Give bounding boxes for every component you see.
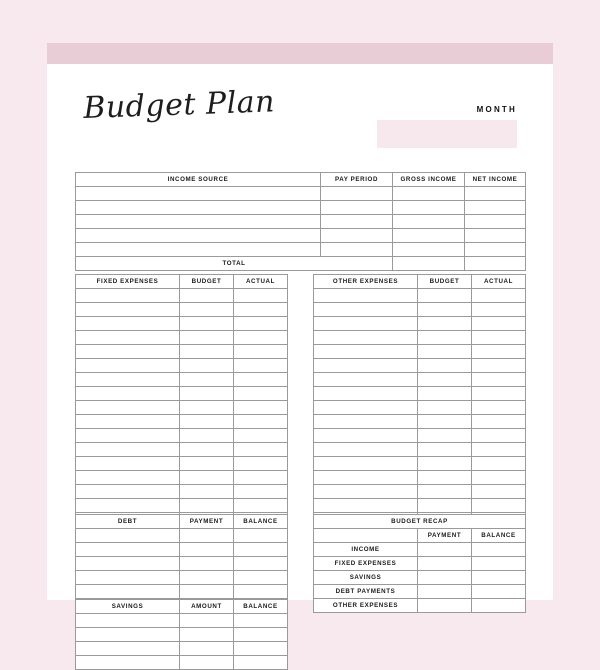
cell-amount[interactable] (180, 628, 234, 642)
cell-pay-period[interactable] (321, 201, 393, 215)
cell-actual[interactable] (472, 485, 526, 499)
cell-savings-name[interactable] (76, 656, 180, 670)
cell-savings-name[interactable] (76, 642, 180, 656)
table-row (76, 229, 526, 243)
cell-balance[interactable] (234, 557, 288, 571)
table-row (314, 457, 526, 471)
cell-budget[interactable] (180, 303, 234, 317)
budget-recap-table (313, 514, 526, 613)
cell-budget[interactable] (418, 359, 472, 373)
cell-expense-name[interactable] (314, 345, 418, 359)
cell-expense-name[interactable] (314, 303, 418, 317)
other-expenses-table (313, 274, 526, 527)
table-row (76, 345, 288, 359)
cell-actual[interactable] (234, 443, 288, 457)
table-row (76, 359, 288, 373)
cell-balance[interactable] (234, 614, 288, 628)
column-header-empty (314, 529, 418, 543)
table-row (76, 201, 526, 215)
table-row (76, 499, 288, 513)
cell-payment[interactable] (180, 557, 234, 571)
cell-net-income[interactable] (465, 215, 526, 229)
table-row (76, 557, 288, 571)
cell-debt-name[interactable] (76, 529, 180, 543)
column-header-pay-period: PAY PERIOD (321, 173, 393, 187)
income-total-row (76, 257, 526, 271)
cell-actual[interactable] (472, 387, 526, 401)
cell-actual[interactable] (472, 345, 526, 359)
fixed-expenses-table (75, 274, 288, 527)
cell-budget[interactable] (418, 415, 472, 429)
cell-actual[interactable] (234, 289, 288, 303)
cell-actual[interactable] (472, 499, 526, 513)
cell-balance[interactable] (234, 656, 288, 670)
table-row (76, 614, 288, 628)
cell-expense-name[interactable] (76, 317, 180, 331)
cell-budget[interactable] (418, 345, 472, 359)
cell-budget[interactable] (418, 429, 472, 443)
table-row (314, 387, 526, 401)
cell-balance[interactable] (234, 571, 288, 585)
cell-actual[interactable] (472, 457, 526, 471)
cell-balance[interactable] (234, 628, 288, 642)
column-header-savings: SAVINGS (76, 600, 180, 614)
cell-actual[interactable] (234, 303, 288, 317)
cell-budget[interactable] (180, 387, 234, 401)
cell-expense-name[interactable] (76, 499, 180, 513)
cell-balance[interactable] (472, 557, 526, 571)
cell-net-income[interactable] (465, 243, 526, 257)
savings-table (75, 599, 288, 670)
cell-budget[interactable] (180, 373, 234, 387)
debt-table-body (76, 529, 288, 599)
table-row (76, 373, 288, 387)
table-header-row (314, 275, 526, 289)
cell-balance[interactable] (234, 543, 288, 557)
table-row (314, 373, 526, 387)
cell-expense-name[interactable] (76, 345, 180, 359)
table-row (314, 485, 526, 499)
table-row (314, 359, 526, 373)
cell-actual[interactable] (472, 317, 526, 331)
column-header-net-income: NET INCOME (465, 173, 526, 187)
cell-expense-name[interactable] (314, 415, 418, 429)
cell-gross-income[interactable] (393, 201, 465, 215)
cell-budget[interactable] (180, 443, 234, 457)
cell-actual[interactable] (472, 289, 526, 303)
cell-savings-name[interactable] (76, 614, 180, 628)
cell-budget[interactable] (418, 443, 472, 457)
savings-table-body (76, 614, 288, 670)
cell-debt-name[interactable] (76, 571, 180, 585)
column-header-amount: AMOUNT (180, 600, 234, 614)
cell-expense-name[interactable] (76, 415, 180, 429)
table-row (76, 485, 288, 499)
recap-row-label: FIXED EXPENSES (314, 557, 418, 571)
table-header-row (76, 173, 526, 187)
table-row (76, 215, 526, 229)
table-header-row (76, 275, 288, 289)
cell-budget[interactable] (180, 345, 234, 359)
table-row (76, 387, 288, 401)
cell-amount[interactable] (180, 642, 234, 656)
cell-budget[interactable] (180, 499, 234, 513)
cell-budget[interactable] (180, 289, 234, 303)
cell-payment[interactable] (180, 529, 234, 543)
cell-income-source[interactable] (76, 201, 321, 215)
table-row (76, 543, 288, 557)
cell-budget[interactable] (418, 331, 472, 345)
cell-payment[interactable] (180, 585, 234, 599)
cell-actual[interactable] (472, 331, 526, 345)
cell-total-net-income[interactable] (465, 257, 526, 271)
cell-expense-name[interactable] (314, 443, 418, 457)
cell-payment[interactable] (418, 543, 472, 557)
month-input[interactable] (377, 120, 517, 148)
cell-budget[interactable] (180, 331, 234, 345)
cell-gross-income[interactable] (393, 229, 465, 243)
cell-expense-name[interactable] (314, 471, 418, 485)
table-row (314, 599, 526, 613)
worksheet (47, 64, 553, 610)
cell-budget[interactable] (180, 429, 234, 443)
income-table (75, 172, 526, 271)
cell-expense-name[interactable] (314, 331, 418, 345)
recap-row-label: INCOME (314, 543, 418, 557)
cell-income-source[interactable] (76, 187, 321, 201)
cell-actual[interactable] (472, 471, 526, 485)
cell-expense-name[interactable] (76, 429, 180, 443)
cell-budget[interactable] (418, 457, 472, 471)
cell-expense-name[interactable] (314, 359, 418, 373)
cell-net-income[interactable] (465, 187, 526, 201)
cell-expense-name[interactable] (76, 457, 180, 471)
cell-budget[interactable] (180, 471, 234, 485)
budget-recap-table-body (314, 543, 526, 613)
table-row (76, 303, 288, 317)
table-row (314, 571, 526, 585)
cell-balance[interactable] (472, 585, 526, 599)
cell-expense-name[interactable] (76, 359, 180, 373)
recap-row-label: DEBT PAYMENTS (314, 585, 418, 599)
cell-expense-name[interactable] (314, 457, 418, 471)
cell-actual[interactable] (472, 373, 526, 387)
cell-net-income[interactable] (465, 229, 526, 243)
cell-pay-period[interactable] (321, 243, 393, 257)
cell-payment[interactable] (180, 543, 234, 557)
cell-expense-name[interactable] (76, 289, 180, 303)
cell-expense-name[interactable] (76, 471, 180, 485)
table-row (76, 443, 288, 457)
table-header-row (76, 600, 288, 614)
table-row (314, 429, 526, 443)
budget-recap-title: BUDGET RECAP (314, 515, 526, 529)
header-band (47, 43, 553, 64)
table-row (314, 317, 526, 331)
cell-income-source[interactable] (76, 243, 321, 257)
table-row (314, 331, 526, 345)
cell-total-gross-income[interactable] (393, 257, 465, 271)
cell-balance[interactable] (472, 543, 526, 557)
column-header-balance: BALANCE (472, 529, 526, 543)
cell-actual[interactable] (234, 373, 288, 387)
cell-expense-name[interactable] (76, 303, 180, 317)
column-header-fixed-expenses: FIXED EXPENSES (76, 275, 180, 289)
table-row (314, 471, 526, 485)
cell-actual[interactable] (234, 317, 288, 331)
table-row (76, 187, 526, 201)
cell-balance[interactable] (234, 529, 288, 543)
cell-income-source[interactable] (76, 215, 321, 229)
column-header-debt: DEBT (76, 515, 180, 529)
total-label: TOTAL (76, 257, 393, 271)
table-row (314, 415, 526, 429)
table-row (76, 471, 288, 485)
cell-expense-name[interactable] (314, 429, 418, 443)
cell-debt-name[interactable] (76, 543, 180, 557)
cell-payment[interactable] (418, 599, 472, 613)
cell-actual[interactable] (234, 471, 288, 485)
table-row (76, 656, 288, 670)
table-row (76, 429, 288, 443)
cell-actual[interactable] (472, 429, 526, 443)
cell-budget[interactable] (180, 401, 234, 415)
table-row (76, 571, 288, 585)
cell-expense-name[interactable] (76, 443, 180, 457)
table-row (314, 401, 526, 415)
cell-actual[interactable] (472, 401, 526, 415)
month-label: MONTH (476, 105, 517, 114)
cell-budget[interactable] (418, 303, 472, 317)
cell-net-income[interactable] (465, 201, 526, 215)
table-row (314, 499, 526, 513)
cell-actual[interactable] (234, 415, 288, 429)
table-header-row (76, 515, 288, 529)
cell-gross-income[interactable] (393, 187, 465, 201)
recap-row-label: SAVINGS (314, 571, 418, 585)
cell-actual[interactable] (234, 485, 288, 499)
cell-expense-name[interactable] (314, 317, 418, 331)
table-row (314, 345, 526, 359)
cell-debt-name[interactable] (76, 557, 180, 571)
budget-plan-page (47, 43, 553, 610)
cell-amount[interactable] (180, 614, 234, 628)
cell-actual[interactable] (472, 415, 526, 429)
table-row (76, 317, 288, 331)
cell-pay-period[interactable] (321, 229, 393, 243)
cell-budget[interactable] (418, 471, 472, 485)
table-row (76, 585, 288, 599)
cell-expense-name[interactable] (76, 387, 180, 401)
table-row (76, 457, 288, 471)
income-table-body (76, 187, 526, 271)
cell-expense-name[interactable] (314, 289, 418, 303)
cell-payment[interactable] (418, 571, 472, 585)
fixed-expenses-table-body (76, 289, 288, 527)
cell-actual[interactable] (234, 429, 288, 443)
cell-budget[interactable] (418, 387, 472, 401)
cell-actual[interactable] (234, 457, 288, 471)
cell-debt-name[interactable] (76, 585, 180, 599)
table-row (76, 401, 288, 415)
table-row (76, 628, 288, 642)
cell-balance[interactable] (234, 585, 288, 599)
cell-budget[interactable] (180, 415, 234, 429)
column-header-actual: ACTUAL (234, 275, 288, 289)
cell-gross-income[interactable] (393, 215, 465, 229)
column-header-gross-income: GROSS INCOME (393, 173, 465, 187)
table-row (76, 415, 288, 429)
column-header-budget: BUDGET (180, 275, 234, 289)
cell-income-source[interactable] (76, 229, 321, 243)
table-row (314, 543, 526, 557)
cell-budget[interactable] (418, 373, 472, 387)
table-row (314, 443, 526, 457)
cell-actual[interactable] (234, 359, 288, 373)
cell-actual[interactable] (234, 345, 288, 359)
recap-title-row (314, 515, 526, 529)
table-row (76, 331, 288, 345)
cell-balance[interactable] (234, 642, 288, 656)
cell-expense-name[interactable] (76, 485, 180, 499)
cell-actual[interactable] (234, 331, 288, 345)
table-row (76, 529, 288, 543)
cell-actual[interactable] (472, 359, 526, 373)
cell-payment[interactable] (418, 557, 472, 571)
cell-actual[interactable] (472, 443, 526, 457)
cell-budget[interactable] (180, 485, 234, 499)
table-header-row (314, 529, 526, 543)
table-row (314, 557, 526, 571)
cell-balance[interactable] (472, 599, 526, 613)
cell-expense-name[interactable] (76, 401, 180, 415)
cell-pay-period[interactable] (321, 187, 393, 201)
cell-budget[interactable] (418, 289, 472, 303)
cell-expense-name[interactable] (314, 499, 418, 513)
column-header-other-expenses: OTHER EXPENSES (314, 275, 418, 289)
cell-expense-name[interactable] (314, 485, 418, 499)
column-header-payment: PAYMENT (418, 529, 472, 543)
column-header-budget: BUDGET (418, 275, 472, 289)
cell-expense-name[interactable] (314, 373, 418, 387)
cell-expense-name[interactable] (76, 331, 180, 345)
column-header-balance: BALANCE (234, 600, 288, 614)
recap-row-label: OTHER EXPENSES (314, 599, 418, 613)
cell-expense-name[interactable] (314, 401, 418, 415)
cell-actual[interactable] (472, 303, 526, 317)
other-expenses-table-body (314, 289, 526, 527)
column-header-payment: PAYMENT (180, 515, 234, 529)
cell-expense-name[interactable] (314, 387, 418, 401)
cell-savings-name[interactable] (76, 628, 180, 642)
table-row (314, 303, 526, 317)
cell-budget[interactable] (418, 401, 472, 415)
cell-expense-name[interactable] (76, 373, 180, 387)
cell-budget[interactable] (418, 499, 472, 513)
cell-budget[interactable] (180, 457, 234, 471)
cell-budget[interactable] (180, 359, 234, 373)
table-row (76, 289, 288, 303)
cell-balance[interactable] (472, 571, 526, 585)
cell-budget[interactable] (418, 485, 472, 499)
cell-actual[interactable] (234, 387, 288, 401)
debt-table (75, 514, 288, 599)
cell-budget[interactable] (418, 317, 472, 331)
cell-amount[interactable] (180, 656, 234, 670)
cell-gross-income[interactable] (393, 243, 465, 257)
page-title: Budget Plan (82, 84, 276, 126)
cell-actual[interactable] (234, 401, 288, 415)
cell-actual[interactable] (234, 499, 288, 513)
cell-budget[interactable] (180, 317, 234, 331)
cell-payment[interactable] (180, 571, 234, 585)
column-header-income-source: INCOME SOURCE (76, 173, 321, 187)
table-row (314, 289, 526, 303)
cell-pay-period[interactable] (321, 215, 393, 229)
column-header-actual: ACTUAL (472, 275, 526, 289)
column-header-balance: BALANCE (234, 515, 288, 529)
cell-payment[interactable] (418, 585, 472, 599)
table-row (76, 642, 288, 656)
table-row (76, 243, 526, 257)
table-row (314, 585, 526, 599)
